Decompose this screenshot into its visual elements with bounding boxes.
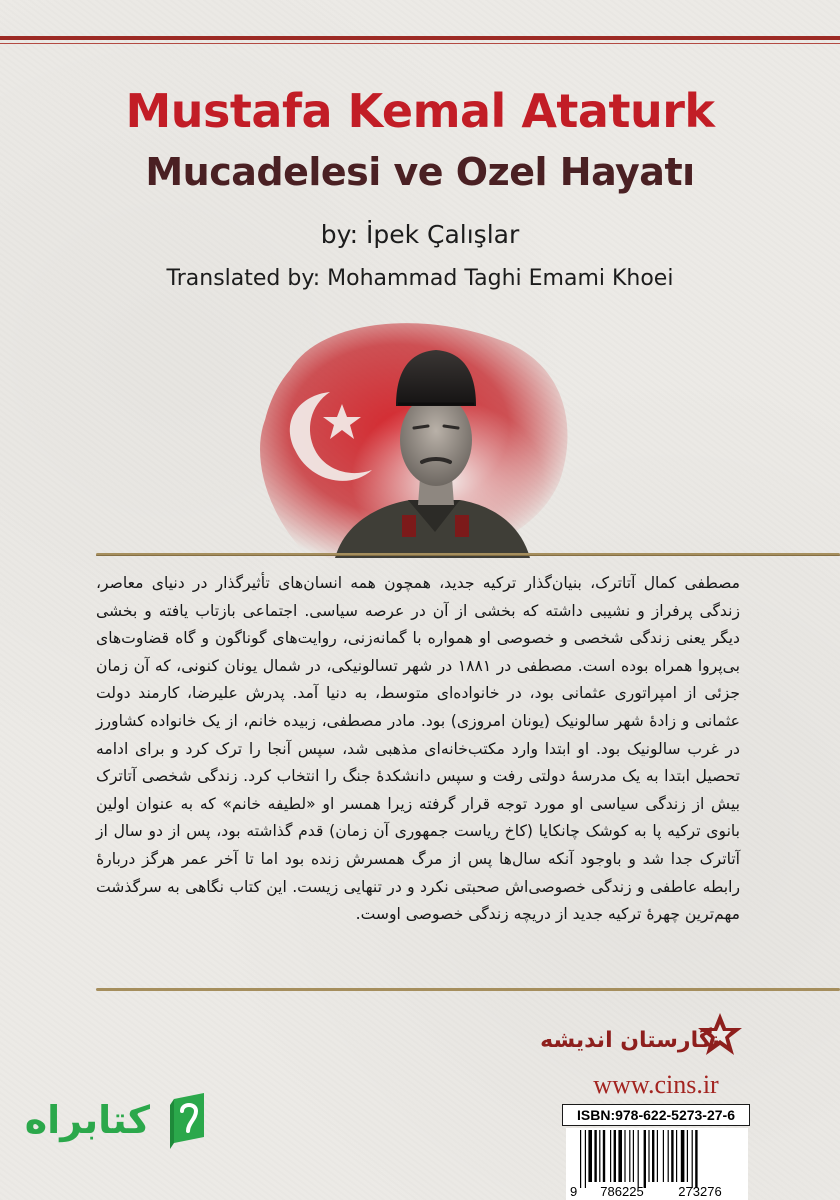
ataturk-portrait — [250, 300, 590, 558]
barcode-bar — [648, 1130, 649, 1182]
barcode-bar — [614, 1130, 616, 1182]
barcode-bar — [671, 1130, 673, 1182]
barcode-bar — [603, 1130, 605, 1182]
barcode-bar — [687, 1130, 688, 1182]
barcode-bar — [618, 1130, 622, 1182]
barcode-bar — [676, 1130, 677, 1182]
barcode-bar — [657, 1130, 658, 1182]
barcode-bar — [629, 1130, 630, 1182]
ketabrah-book-icon — [170, 1093, 204, 1149]
book-subtitle: Mucadelesi ve Ozel Hayatı — [145, 150, 695, 194]
publisher-logo — [540, 1005, 750, 1075]
barcode-bar — [695, 1130, 697, 1188]
barcode-bar — [610, 1130, 611, 1182]
barcode-group-2: 273276 — [678, 1184, 722, 1199]
barcode-bar — [681, 1130, 685, 1182]
translator-line: Translated by: Mohammad Taghi Emami Khoei — [166, 266, 674, 291]
isbn-label: ISBN:978-622-5273-27-6 — [562, 1104, 750, 1126]
barcode-bar — [599, 1130, 600, 1182]
section-divider-bottom — [96, 988, 840, 991]
barcode-bar — [580, 1130, 581, 1188]
barcode-bar — [624, 1130, 625, 1182]
top-decorative-rule — [0, 36, 840, 40]
publisher-website[interactable]: www.cins.ir — [593, 1070, 719, 1099]
author-line: by: İpek Çalışlar — [320, 220, 520, 249]
barcode-bar — [633, 1130, 634, 1182]
ketabrah-logo-text: کتابراه — [24, 1098, 150, 1142]
barcode-bar — [638, 1130, 639, 1188]
barcode-bar — [668, 1130, 669, 1182]
barcode-bar — [663, 1130, 664, 1182]
barcode-group-1: 786225 — [600, 1184, 644, 1199]
barcode-bar — [692, 1130, 693, 1188]
top-decorative-rule-thin — [0, 43, 840, 44]
synopsis-paragraph: مصطفی کمال آتاترک، بنیان‌گذار ترکیه جدید، همچون همه انسان‌های تأثیرگذار در دنیای معاصر، زندگی پرفراز و نشیبی داشته که بخشی از آن در عرصه سیاسی. اجتماعی بازتاب یافته و بخشی دیگر یعنی زندگی شخصی و خصوصی او همواره با گمانه‌زنی، روایت‌های گوناگون و گاه قضاوت‌های بی‌پروا همراه بوده است. مصطفی در ۱۸۸۱ در شهر تسالونیکی، در شمال یونان کنونی، که آن زمان جزئی از امپراتوری عثمانی بود، در خانواده‌ای متوسط، به دنیا آمد. پدرش علیرضا، کارمند دولت عثمانی و زادهٔ شهر سالونیک (یونان امروزی) بود. مادر مصطفی، زبیده خانم، از یک خانواده کشاورز در غرب سالونیک بود. او ابتدا وارد مکتب‌خانه‌ای مذهبی شد، سپس آنجا را ترک کرد و برای ادامه تحصیل ابتدا به یک مدرسهٔ دولتی رفت و سپس دانشکدهٔ جنگ را انتخاب کرد. زندگی شخصی آتاترک بیش از زندگی سیاسی او مورد توجه قرار گرفته زیرا همسر او «لطیفه خانم» که به عنوان اولین بانوی ترکیه پا به کوشک چانکایا (کاخ ریاست جمهوری آن زمان) قدم گذاشته بود، پس از دو سال از آتاترک جدا شد و باوجود آنکه سال‌ها پس از مرگ همسرش زنده بود اما تا آخر عمر هرگز دربارهٔ رابطه عاطفی و زندگی خصوصی‌اش صحبتی نکرد و در تنهایی زیست. این کتاب نگاهی به سرگذشت مهم‌ترین چهرهٔ ترکیه جدید از دریچه زندگی خصوصی اوست. — [96, 574, 740, 924]
barcode-bar — [652, 1130, 654, 1182]
publisher-logo-text: نگارستان اندیشه — [540, 1028, 720, 1053]
isbn-barcode — [566, 1128, 748, 1200]
barcode-leading-digit: 9 — [570, 1184, 578, 1199]
section-divider-top-shadow — [96, 555, 840, 556]
barcode-bar — [594, 1130, 596, 1182]
barcode-bar — [588, 1130, 592, 1182]
book-title: Mustafa Kemal Ataturk — [125, 84, 715, 138]
barcode-bar — [585, 1130, 586, 1188]
barcode-bar — [644, 1130, 646, 1188]
